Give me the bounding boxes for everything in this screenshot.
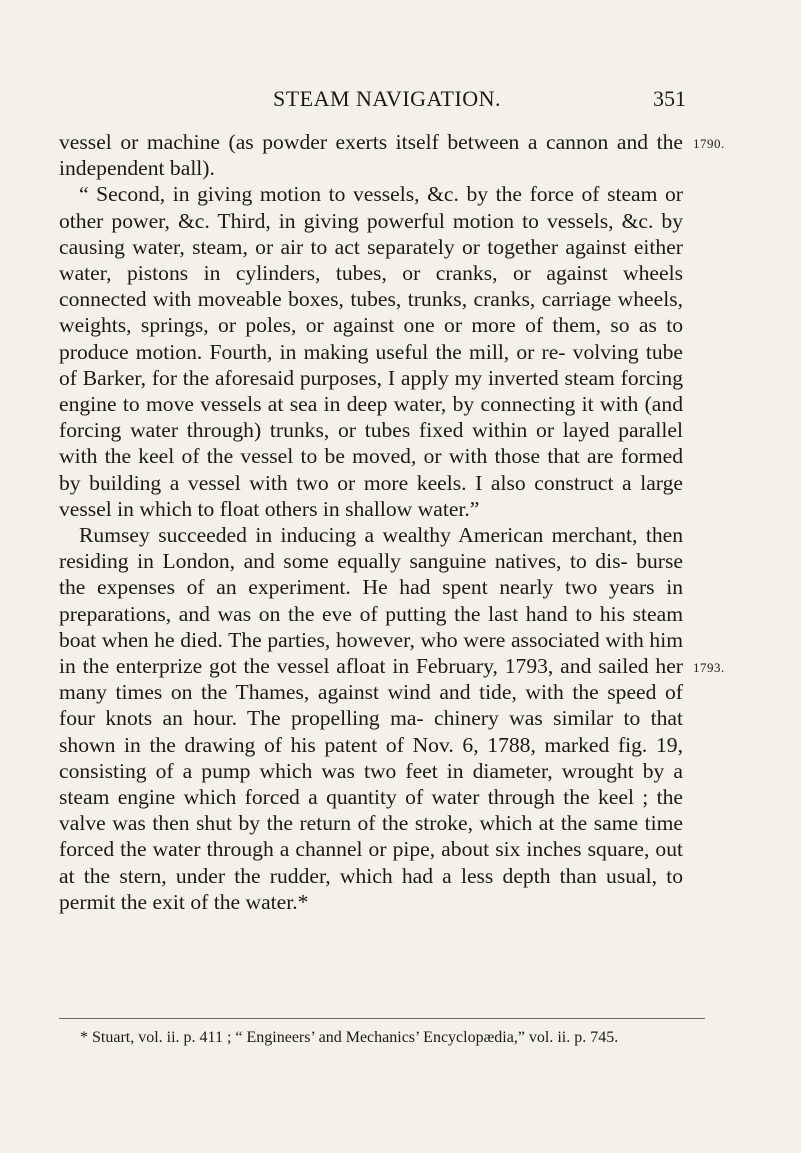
running-title: STEAM NAVIGATION. xyxy=(272,86,502,111)
footnote: * Stuart, vol. ii. p. 411 ; “ Engineers’ and Mechanics’ Encyclopædia,” vol. ii. p. 745. xyxy=(80,1029,619,1046)
margin-note-year: 1790. xyxy=(693,136,725,151)
paragraph: Rumsey succeeded in inducing a wealthy American merchant, then residing in London, and some equally sanguine natives, to dis- burse the expenses of an experiment. He had spent nearly two years in preparations, and was on the eve of putting the last hand to his steam boat when he died. The parties, however, who were associated with him in the enterprize got the vessel afloat in February, 1793, and sailed her many times on the Thames, against wind and tide, with the speed of four knots an hour. The propelling ma- chinery was similar to that shown in the drawing of his patent of Nov. 6, 1788, marked fig. 19, consisting of a pump which was two feet in diameter, wrought by a steam engine which forced a quantity of water through the keel ; the valve was then shut by the return of the stroke, which at the same time forced the water through a channel or pipe, about six inches square, out at the stern, under the rudder, which had a less depth than usual, to permit the exit of the water.* xyxy=(59,523,683,914)
footnote-rule xyxy=(59,1018,705,1019)
paragraph: “ Second, in giving motion to vessels, &c. by the force of steam or other power, &c. Third, in giving powerful motion to vessels, &c. by causing water, steam, or air to act separately or together against either water, pistons in cylinders, tubes, or cranks, or against wheels connected with moveable boxes, tubes, trunks, cranks, carriage wheels, weights, springs, or poles, or against one or more of them, so as to produce motion. Fourth, in making useful the mill, or re- volving tube of Barker, for the aforesaid purposes, I apply my inverted steam forcing engine to move vessels at sea in deep water, by connecting it with (and forcing water through) trunks, or tubes fixed within or layed parallel with the keel of the vessel to be moved, or with those that are formed by building a vessel with two or more keels. I also construct a large vessel in which to float others in shallow water.” xyxy=(59,182,683,521)
page-number: 351 xyxy=(653,86,686,111)
margin-note-year: 1793. xyxy=(693,660,725,675)
body-text xyxy=(59,129,683,915)
running-head xyxy=(88,86,686,116)
paragraph: vessel or machine (as powder exerts itself between a cannon and the independent ball). xyxy=(59,130,683,181)
